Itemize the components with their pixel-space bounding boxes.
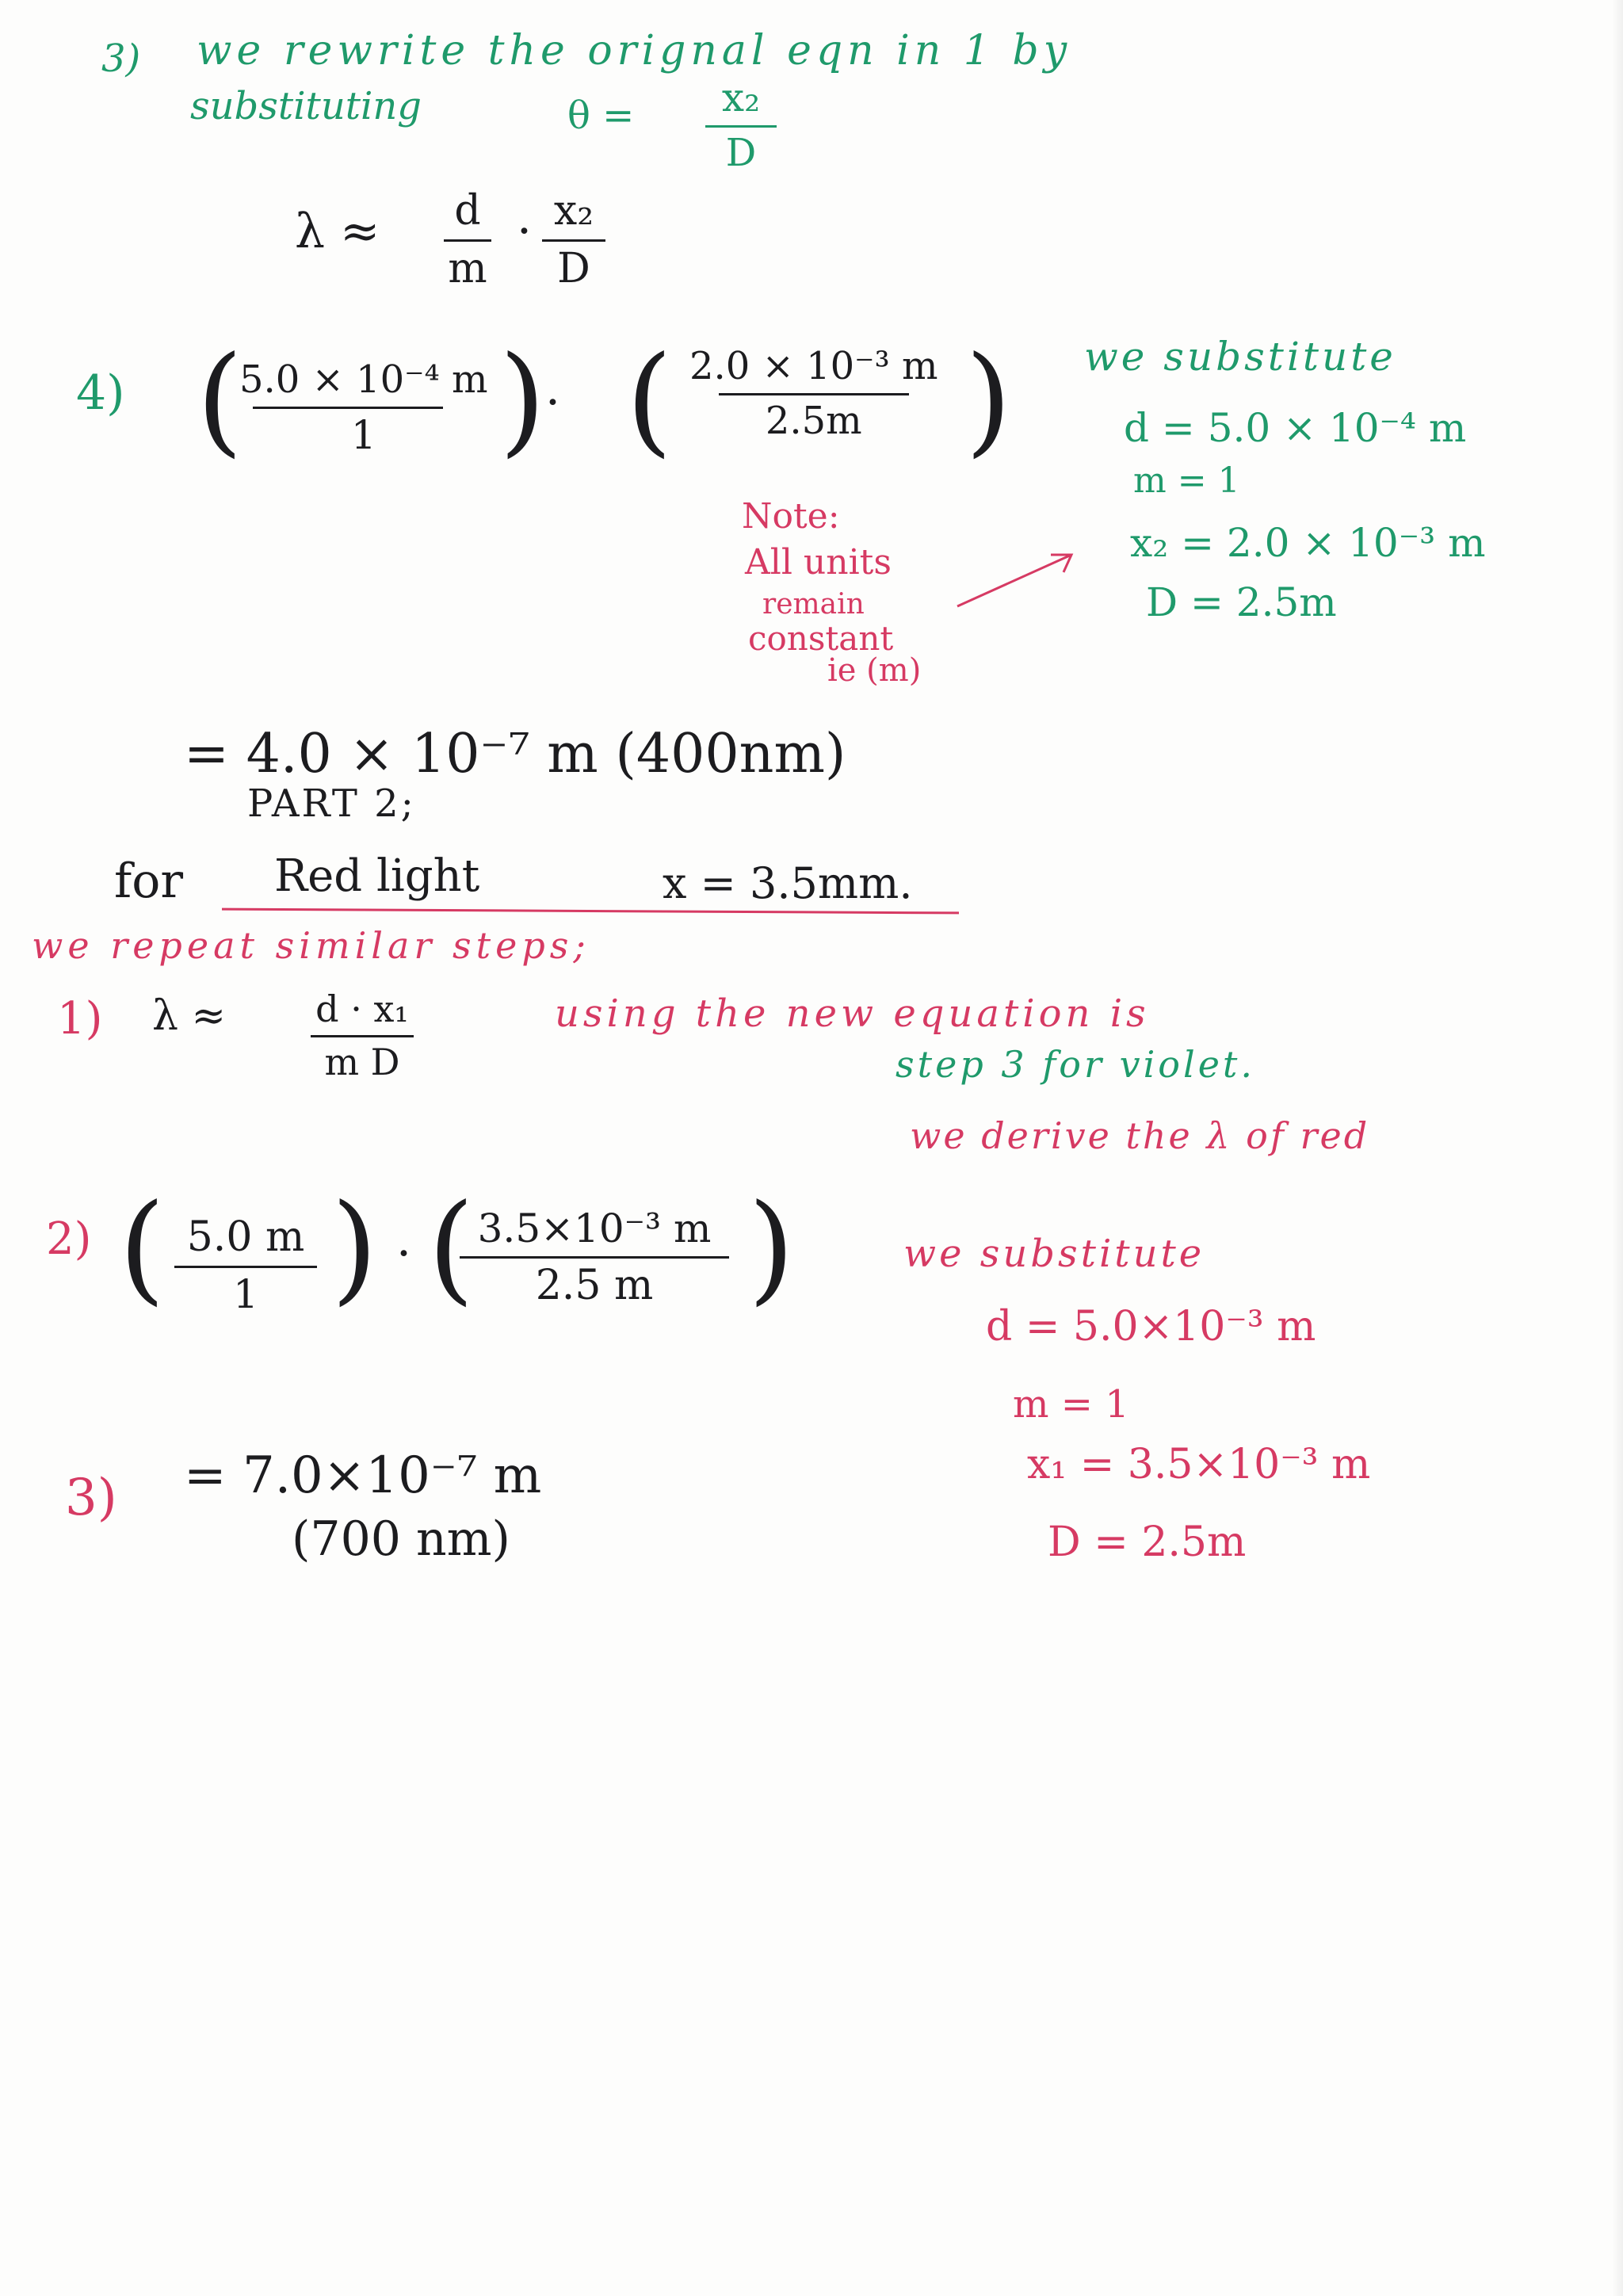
red-step1-den: m D [324,1041,400,1083]
step4-result: = 4.0 × 10⁻⁷ m (400nm) [184,723,846,785]
red-step3-number: 3) [65,1469,117,1527]
fraction-bar [174,1266,317,1268]
red-step3-result2: (700 nm) [292,1511,510,1567]
red-step1-comment2: step 3 for violet. [896,1043,1256,1086]
fraction-bar [311,1035,414,1037]
theta-denominator: D [725,131,757,175]
red-step1-comment3: we derive the λ of red [910,1114,1370,1157]
red-step2-frac1-den: 1 [233,1271,258,1317]
part2-title: PART 2; [247,781,416,826]
part2-for: for [114,854,184,909]
step4-number: 4) [76,365,125,421]
red-step1-num: d · x₁ [315,988,409,1030]
red-step1-comment1: using the new equation is [555,991,1150,1036]
red-sub-d: d = 5.0×10⁻³ m [986,1303,1316,1350]
theta-numerator: x₂ [721,74,761,120]
part2-repeat: we repeat similar steps; [32,924,590,967]
part2-x-value: x = 3.5mm. [663,858,913,908]
step4-frac1-num: 5.0 × 10⁻⁴ m [239,357,488,402]
open-paren: ( [428,1179,475,1317]
note-line2: All units [745,542,892,583]
note-line1: Note: [742,496,840,537]
step4-frac1-den: 1 [350,412,376,458]
step4-frac2-den: 2.5m [765,399,862,443]
close-paren: ) [965,331,1012,469]
red-substitute-heading: we substitute [903,1232,1205,1276]
red-step2-frac2-num: 3.5×10⁻³ m [477,1205,712,1251]
red-step1-lambda: λ ≈ [152,992,227,1040]
red-sub-m: m = 1 [1013,1382,1129,1427]
red-step3-result1: = 7.0×10⁻⁷ m [184,1446,542,1505]
violet-sub-D: D = 2.5m [1146,579,1337,625]
red-sub-D: D = 2.5m [1048,1519,1247,1566]
note-line4: constant [748,619,894,658]
violet-substitute-heading: we substitute [1084,334,1396,380]
close-paren: ) [499,331,546,469]
violet-frac1-num: d [454,187,481,235]
multiply-dot: · [545,375,561,430]
multiply-dot: · [396,1226,412,1282]
violet-lambda: λ ≈ [295,204,380,259]
scan-edge-shadow [1612,0,1623,2296]
violet-sub-x2: x₂ = 2.0 × 10⁻³ m [1130,520,1486,566]
open-paren: ( [197,331,243,469]
red-sub-x1: x₁ = 3.5×10⁻³ m [1027,1441,1371,1488]
theta-label: θ = [567,94,635,138]
violet-frac1-den: m [448,245,487,292]
violet-sub-d: d = 5.0 × 10⁻⁴ m [1124,405,1467,451]
red-step2-number: 2) [46,1213,92,1265]
red-step1-number: 1) [57,993,103,1045]
violet-frac2-num: x₂ [553,187,594,235]
multiply-dot: · [517,204,533,259]
red-step2-frac2-den: 2.5 m [535,1262,654,1309]
red-step1-frac [311,988,414,1083]
note-line5: ie (m) [827,652,922,689]
red-step2-frac2 [460,1205,729,1309]
note-line3: remain [762,588,865,621]
open-paren: ( [626,331,673,469]
step3-line2: substituting [190,84,422,128]
part2-red-light: Red light [274,850,480,902]
step4-frac2-num: 2.0 × 10⁻³ m [689,344,938,388]
open-paren: ( [119,1179,166,1317]
close-paren: ) [748,1179,795,1317]
step3-line1: we rewrite the orignal eqn in 1 by [197,27,1072,74]
red-step2-frac1-num: 5.0 m [186,1213,305,1261]
close-paren: ) [331,1179,378,1317]
fraction-bar [460,1256,729,1259]
violet-sub-m: m = 1 [1133,460,1240,501]
violet-frac2-den: D [557,245,590,292]
red-step2-frac1 [174,1213,317,1317]
step3-number: 3) [101,36,141,81]
